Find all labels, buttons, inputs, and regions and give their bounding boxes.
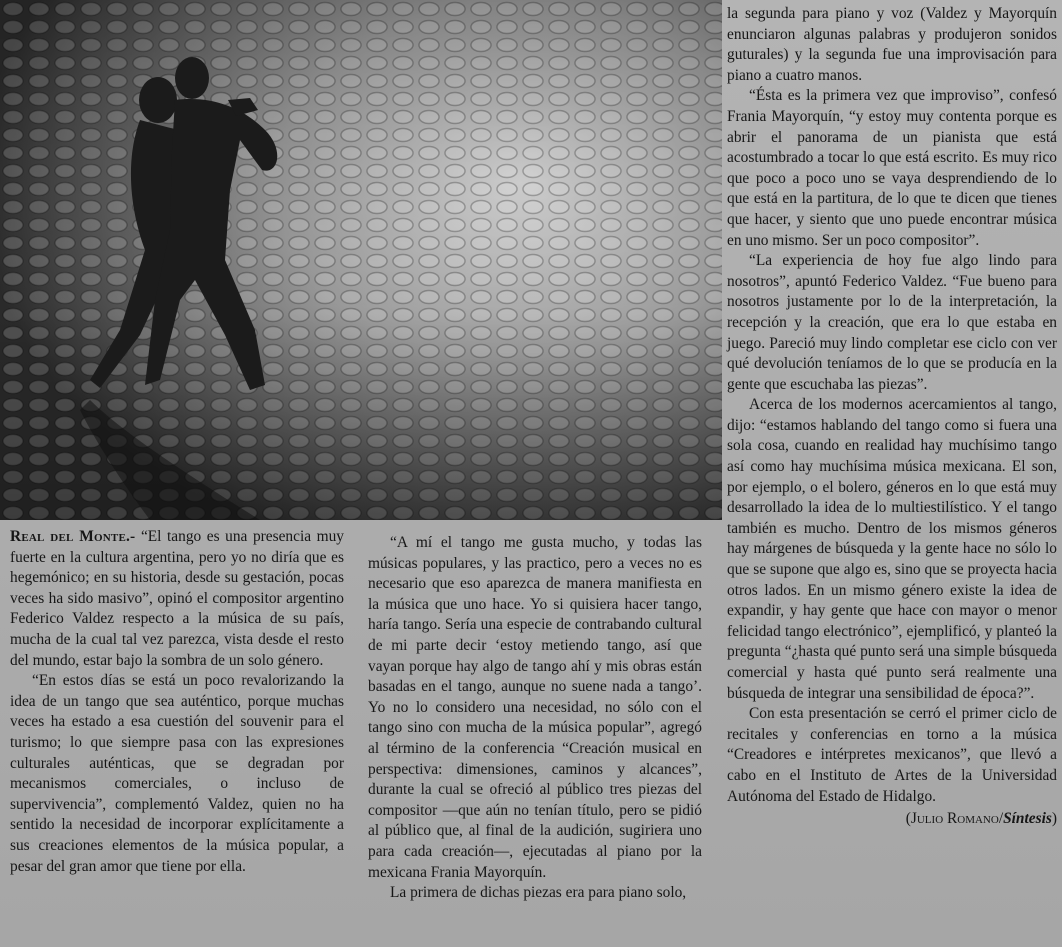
paragraph: “En estos días se está un poco revalorizando la idea de un tango que sea auténtico, porque muchas veces ha estado a esa cuestión del souvenir para el turismo; lo que siempre pasa con las expresiones culturales auténticas, que se degradan por mecanismos comerciales, o incluso de supervivencia”, complementó Valdez, quien no ha sentido la necesidad de incorporar explícitamente a sus creaciones elementos de la música popular, a pesar del gran amor que tiene por ella. <box>10 672 344 875</box>
paragraph <box>10 527 344 671</box>
byline-open: ( <box>905 810 911 828</box>
paragraph: la segunda para piano y voz (Valdez y Mayorquín enunciaron algunas palabras y produjeron sonidos guturales) y la segunda fue una improvisación para piano a cuatro manos. <box>727 5 1057 84</box>
byline-source: Síntesis <box>1003 810 1052 828</box>
dateline: Real del Monte.- <box>10 528 136 545</box>
byline <box>727 809 1057 830</box>
article-column-3 <box>727 4 1057 830</box>
byline-close: ) <box>1051 810 1057 828</box>
paragraph: “A mí el tango me gusta mucho, y todas las músicas populares, y las practico, pero a veces no es necesario que eso aparezca de manera manifiesta en la música que uno hace. Yo si quisiera hacer tango, haría tango. Sería una especie de contrabando cultural de mi parte decir ‘estoy metiendo tango, así que vayan porque hay algo de tango ahí y mis obras están basadas en el tango, aunque no suene nada a tango’. Yo no lo considero una necesidad, no sólo con el tango sino con mucha de la música popular”, agregó al término de la conferencia “Creación musical en perspectiva: dimensiones, caminos y alcances”, durante la cual se ofreció al público tres piezas del compositor —que aún no tenían título, pero se pidió al público que, al final de la audición, sugiriera uno para cada creación—, ejecutadas al piano por la mexicana Frania Mayorquín. <box>368 534 702 881</box>
article-column-2 <box>368 533 702 904</box>
paragraph: La primera de dichas piezas era para piano solo, <box>390 884 687 902</box>
paragraph: Acerca de los modernos acercamientos al tango, dijo: “estamos hablando del tango como si fuera una sola cosa, cuando en realidad hay muchísimo tango así como hay muchísima música mexicana. El son, por ejemplo, o el bolero, géneros en lo que está muy desarrollado la idea de lo multiestilístico. Y el tango también es mucho. Dentro de los mismos géneros hay márgenes de búsqueda y la gente hace no sólo lo que se supone que algo es, sino que se proyecta hacia otros lados. En un mismo género existe la idea de expandir, y hay gente que hace con mayor o menor felicidad tango electrónico”, ejemplificó, y planteó la pregunta “¿hasta qué punto será una simple búsqueda comercial y hasta qué punto será realmente una búsqueda de integrar una sensibilidad de época?”. <box>727 396 1057 702</box>
paragraph: “Ésta es la primera vez que improviso”, confesó Frania Mayorquín, “y estoy muy contenta porque es abrir el panorama de un pianista que está acostumbrado a tocar lo que está escrito. Es muy rico que poco a poco uno se vaya desprendiendo de lo que está en la partitura, de lo que te dicen que tienes que hacer, y siento que uno puede encontrar música en uno mismo. Ser un poco compositor”. <box>727 87 1057 249</box>
article-column-1 <box>10 527 344 877</box>
paragraph: “La experiencia de hoy fue algo lindo para nosotros”, apuntó Federico Valdez. “Fue bueno para nosotros justamente por lo de la interpretación, la recepción y la creación, que era lo que estaba en juego. Pareció muy lindo completar ese ciclo con ver qué devolución teníamos de lo que se producía en la gente que escuchaba las piezas”. <box>727 252 1057 393</box>
byline-separator: / <box>998 810 1004 828</box>
tango-dancers-photo <box>0 0 722 520</box>
paragraph: Con esta presentación se cerró el primer ciclo de recitales y conferencias en torno a la música “Creadores e intérpretes mexicanos”, que llevó a cabo en el Instituto de Artes de la Universidad Autónoma del Estado de Hidalgo. <box>727 705 1057 805</box>
paragraph-text: “El tango es una presencia muy fuerte en la cultura argentina, pero yo no diría que es hegemónico; en su historia, desde su gestación, pocas veces ha sido masivo”, opinó el compositor argentino Federico Valdez respecto a la música de su país, mucha de la cual tal vez parezca, vista desde el resto del mundo, estar bajo la sombra de un solo género. <box>10 528 344 669</box>
byline-author: Julio Romano <box>910 810 999 828</box>
